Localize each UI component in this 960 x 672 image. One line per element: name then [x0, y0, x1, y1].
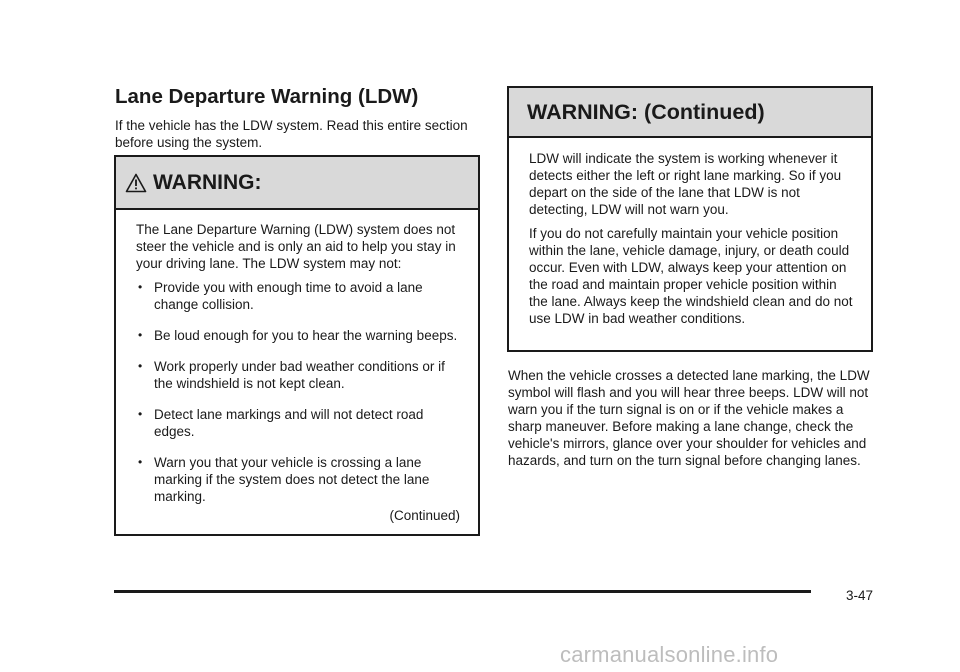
list-item: • Provide you with enough time to avoid a lane change collision.: [138, 280, 423, 312]
bullet-icon: •: [138, 407, 143, 421]
warning-paragraph: The Lane Departure Warning (LDW) system does not steer the vehicle and is only an aid to help you stay in your driving lane. The LDW system may not:: [136, 222, 456, 271]
footer-rule: [114, 590, 811, 593]
warning-continued-header: [509, 88, 871, 138]
watermark-text: carmanualsonline.info: [560, 642, 779, 667]
page-number: 3-47: [846, 588, 874, 603]
warning-continued-box: [507, 86, 873, 352]
bullet-icon: •: [138, 280, 143, 294]
continued-label: (Continued): [389, 508, 460, 523]
warning-triangle-icon: [125, 173, 147, 193]
list-item: • Be loud enough for you to hear the warning beeps.: [138, 328, 458, 343]
body-paragraph: When the vehicle crosses a detected lane marking, the LDW symbol will flash and you will hear three beeps. LDW will not warn you if the turn signal is on or if the vehicle makes a sharp maneuver. Before making a lane change, check the vehicle's mirrors, glance over your shoulder for vehicles and hazards, and turn on the turn signal before changing lanes.: [508, 368, 870, 468]
warning-title: WARNING:: [153, 170, 262, 194]
warning-box: [114, 155, 480, 536]
intro-text: If the vehicle has the LDW system. Read this entire section before using the system.: [115, 118, 468, 150]
warning-continued-title: WARNING: (Continued): [527, 99, 765, 124]
list-item: • Warn you that your vehicle is crossing a lane marking if the system does not detect the lane marking.: [138, 455, 430, 504]
bullet-icon: •: [138, 455, 143, 469]
section-title: Lane Departure Warning (LDW): [115, 85, 419, 108]
warning-continued-paragraph: LDW will indicate the system is working whenever it detects either the left or right lane marking. So if you depart on the side of the lane that LDW is not detecting, LDW will not warn you.: [529, 151, 842, 217]
list-item: • Work properly under bad weather conditions or if the windshield is not kept clean.: [138, 359, 445, 391]
bullet-icon: •: [138, 359, 143, 373]
warning-bullet-list: [136, 279, 460, 505]
warning-header: [116, 157, 478, 210]
list-item: • Detect lane markings and will not detect road edges.: [138, 407, 424, 439]
warning-continued-paragraph: If you do not carefully maintain your vehicle position within the lane, vehicle damage, injury, or death could occur. Even with LDW, always keep your attention on the road and maintain proper vehicle position within the lane. Always keep the windshield clean and do not use LDW in bad weather conditions.: [529, 226, 853, 326]
bullet-icon: •: [138, 328, 143, 342]
